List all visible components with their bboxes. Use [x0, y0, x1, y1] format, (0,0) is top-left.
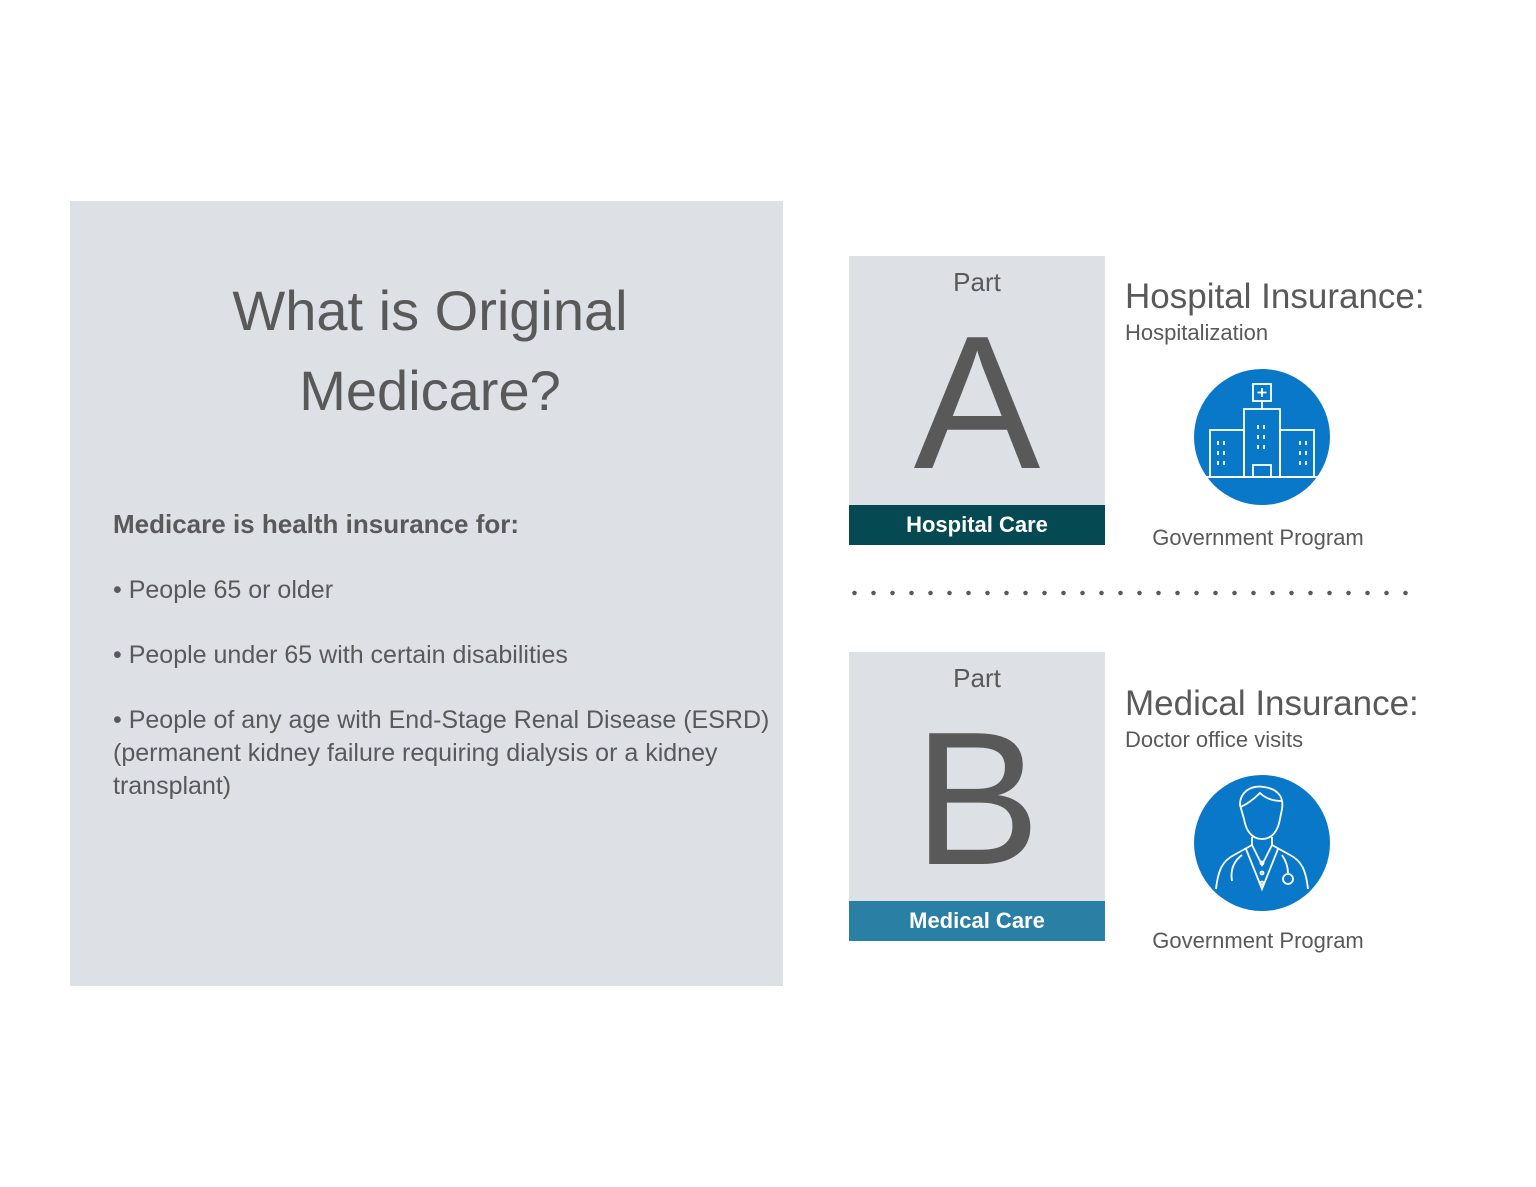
bullet-item [113, 639, 773, 672]
bullet-marker: • [113, 706, 122, 734]
part-b-card [849, 652, 1105, 941]
bullet-marker: • [113, 576, 122, 604]
part-banner: Hospital Care [849, 505, 1105, 545]
part-a-heading: Hospital Insurance: [1125, 277, 1425, 316]
hospital-icon [1194, 369, 1330, 505]
part-letter: A [913, 308, 1041, 498]
subheading: Medicare is health insurance for: [113, 509, 520, 539]
part-banner: Medical Care [849, 901, 1105, 941]
part-b-program: Government Program [1152, 928, 1364, 953]
part-a-program: Government Program [1152, 525, 1364, 550]
bullet-item [113, 574, 773, 607]
title-line-2: Medicare? [299, 359, 561, 422]
bullet-text: People 65 or older [128, 576, 334, 604]
title-line-1: What is Original [232, 279, 628, 342]
part-label: Part [953, 663, 1001, 693]
part-a-subheading: Hospitalization [1125, 320, 1269, 345]
bullet-text: People of any age with End-Stage Renal Disease (ESRD) (permanent kidney failure requiring dialysis or a kidney transplant) [113, 706, 770, 800]
bullet-text: People under 65 with certain disabilities [128, 641, 568, 669]
part-a-card [849, 256, 1105, 545]
slide-title [70, 271, 790, 431]
part-label: Part [953, 267, 1001, 297]
bullet-marker: • [113, 641, 122, 669]
part-b-heading: Medical Insurance: [1125, 684, 1419, 723]
part-b-subheading: Doctor office visits [1125, 727, 1304, 752]
doctor-icon [1194, 775, 1330, 911]
dotted-divider [845, 590, 1413, 596]
part-letter: B [913, 704, 1041, 894]
bullet-item [113, 704, 773, 803]
